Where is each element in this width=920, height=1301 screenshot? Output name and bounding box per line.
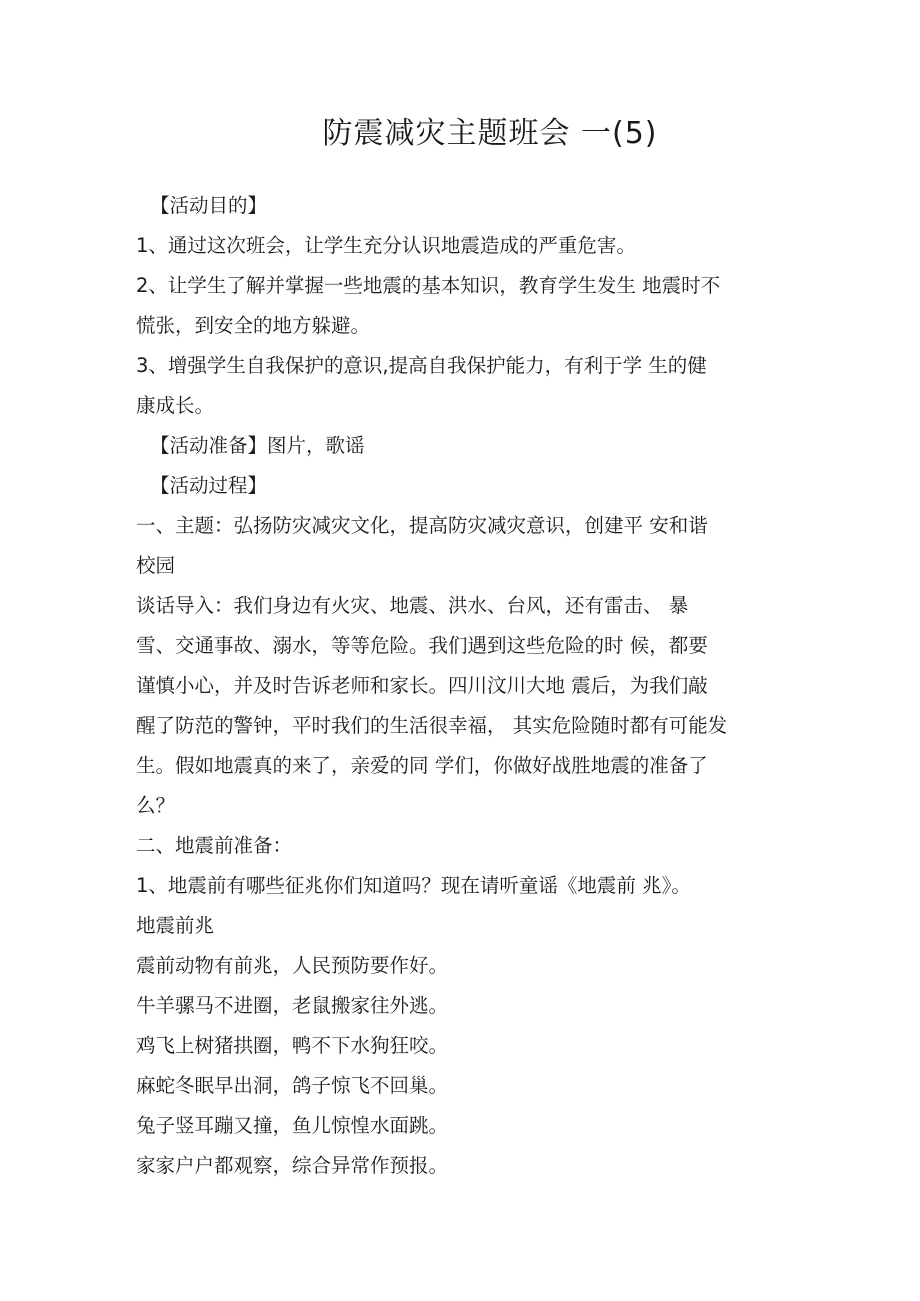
text-line: 二、地震前准备： bbox=[136, 834, 293, 857]
text-line: 谈话导入：我们身边有火灾、地震、洪水、台风，还有雷击、 暴 bbox=[136, 594, 689, 617]
text-line: 醒了防范的警钟，平时我们的生活很幸福， 其实危险随时都有可能发 bbox=[136, 714, 728, 737]
text-line: 生。假如地震真的来了，亲爱的同 学们，你做好战胜地震的准备了 bbox=[136, 754, 708, 777]
text-line: 慌张，到安全的地方躲避。 bbox=[136, 314, 371, 337]
poem-title: 地震前兆 bbox=[136, 914, 215, 937]
page-title: 防震减灾主题班会 一(5) bbox=[322, 116, 658, 151]
section-heading-process: 【活动过程】 bbox=[150, 474, 268, 497]
text-line: 3、增强学生自我保护的意识,提高自我保护能力，有利于学 生的健 bbox=[136, 354, 707, 377]
section-heading-preparation: 【活动准备】图片，歌谣 bbox=[150, 434, 365, 457]
poem-line: 兔子竖耳蹦又撞，鱼儿惊惶水面跳。 bbox=[136, 1114, 449, 1137]
text-line: 一、主题：弘扬防灾减灾文化，提高防灾减灾意识，创建平 安和谐 bbox=[136, 514, 708, 537]
text-line: 2、让学生了解并掌握一些地震的基本知识，教育学生发生 地震时不 bbox=[136, 274, 721, 297]
poem-line: 震前动物有前兆，人民预防要作好。 bbox=[136, 954, 449, 977]
poem-line: 鸡飞上树猪拱圈，鸭不下水狗狂咬。 bbox=[136, 1034, 449, 1057]
text-line: 雪、交通事故、溺水，等等危险。我们遇到这些危险的时 候，都要 bbox=[136, 634, 708, 657]
text-line: 校园 bbox=[136, 554, 176, 577]
text-line: 谨慎小心，并及时告诉老师和家长。四川汶川大地 震后，为我们敲 bbox=[136, 674, 708, 697]
poem-line: 牛羊骡马不进圈，老鼠搬家往外逃。 bbox=[136, 994, 449, 1017]
poem-line: 家家户户都观察，综合异常作预报。 bbox=[136, 1154, 449, 1177]
section-heading-purpose: 【活动目的】 bbox=[150, 194, 268, 217]
text-line: 1、通过这次班会，让学生充分认识地震造成的严重危害。 bbox=[136, 234, 636, 257]
text-line: 么？ bbox=[136, 794, 176, 817]
document-body bbox=[136, 186, 796, 1186]
poem-line: 麻蛇冬眠早出洞，鸽子惊飞不回巢。 bbox=[136, 1074, 449, 1097]
text-line: 康成长。 bbox=[136, 394, 215, 417]
text-line: 1、地震前有哪些征兆你们知道吗？现在请听童谣《地震前 兆》。 bbox=[136, 874, 691, 897]
